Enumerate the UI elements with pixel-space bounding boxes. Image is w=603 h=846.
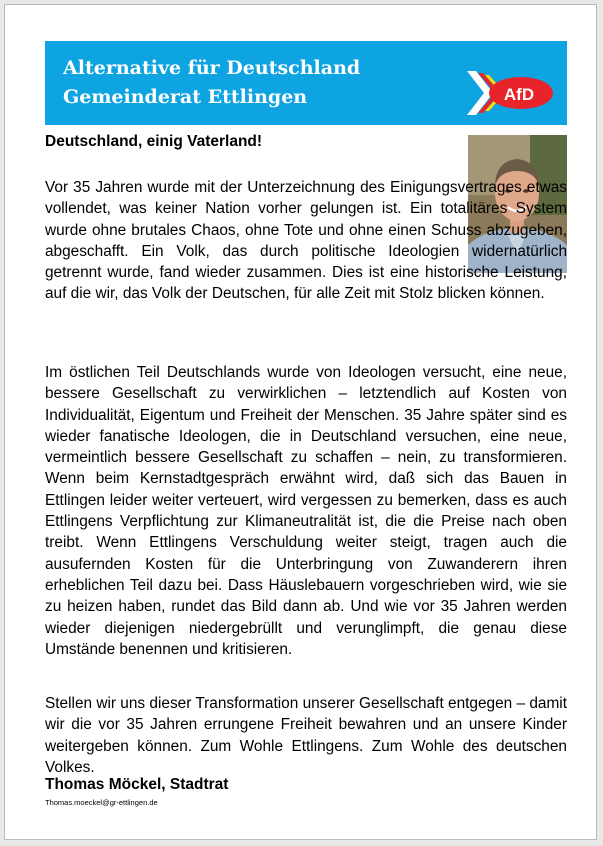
party-name: Alternative für Deutschland bbox=[63, 57, 361, 79]
paragraph-2: Im östlichen Teil Deutschlands wurde von Ideologen versucht, eine neue, bessere Gesellschaft zu verwirklichen – letztendlich auf Kosten von Individualität, Eigentum und Freiheit der Menschen. 35 Jahre später sind es wieder fanatische Ideologen, die in Deutschland versuchen, eine neue, vermeintlich bessere Gesellschaft zu schaffen – nein, zu transformieren. Wenn beim Kernstadtgespräch erwähnt wird, daß sich das Bauen in Ettlingen leider weiter verteuert, wird vergessen zu bemerken, dass es auch Ettlingens Verpflichtung zur Klimaneutralität ist, die die Preise nach oben treibt. Wenn Ettlingens Verschuldung weiter steigt, tragen auch die ausufernden Kosten für die Unterbringung von Zuwanderern ihren erheblichen Teil dazu bei. Dass Häuslebauern vorgeschrieben wird, wie sie zu heizen haben, rundet das Bild dann ab. Und wie vor 35 Jahren werden wieder diejenigen niedergebrüllt und verunglimpft, die genau diese Umstände benennen und kritisieren. bbox=[45, 364, 567, 658]
paragraph-1: Vor 35 Jahren wurde mit der Unterzeichnung des Einigungsvertrages etwas vollendet, was keiner Nation vorher gelungen ist. Ein totalitäres System wurde ohne brutales Chaos, ohne Tote und ohne einen Schuss abzugeben, abgeschafft. Ein Volk, das durch politische Ideologien widernatürlich getrennt wurde, fand wieder zusammen. Dies ist eine historische Leistung, auf die wir, das Volk der Deutschen, für alle Zeit mit Stolz blicken können. bbox=[45, 179, 567, 303]
author-email[interactable]: Thomas.moeckel@gr-ettlingen.de bbox=[45, 798, 158, 807]
logo-text: AfD bbox=[503, 85, 535, 104]
article-headline: Deutschland, einig Vaterland! bbox=[45, 133, 263, 150]
council-name: Gemeinderat Ettlingen bbox=[63, 86, 308, 108]
header-banner bbox=[45, 41, 567, 125]
document-page bbox=[4, 4, 597, 840]
paragraph-3: Stellen wir uns dieser Transformation unserer Gesellschaft entgegen – damit wir die vor 35 Jahren errungene Freiheit bewahren und an unsere Kinder weitergeben können. Zum Wohle Ettlingens. Zum Wohle des deutschen Volkes. bbox=[45, 695, 567, 776]
signature: Thomas Möckel, Stadtrat bbox=[45, 776, 229, 793]
afd-logo bbox=[467, 71, 555, 115]
